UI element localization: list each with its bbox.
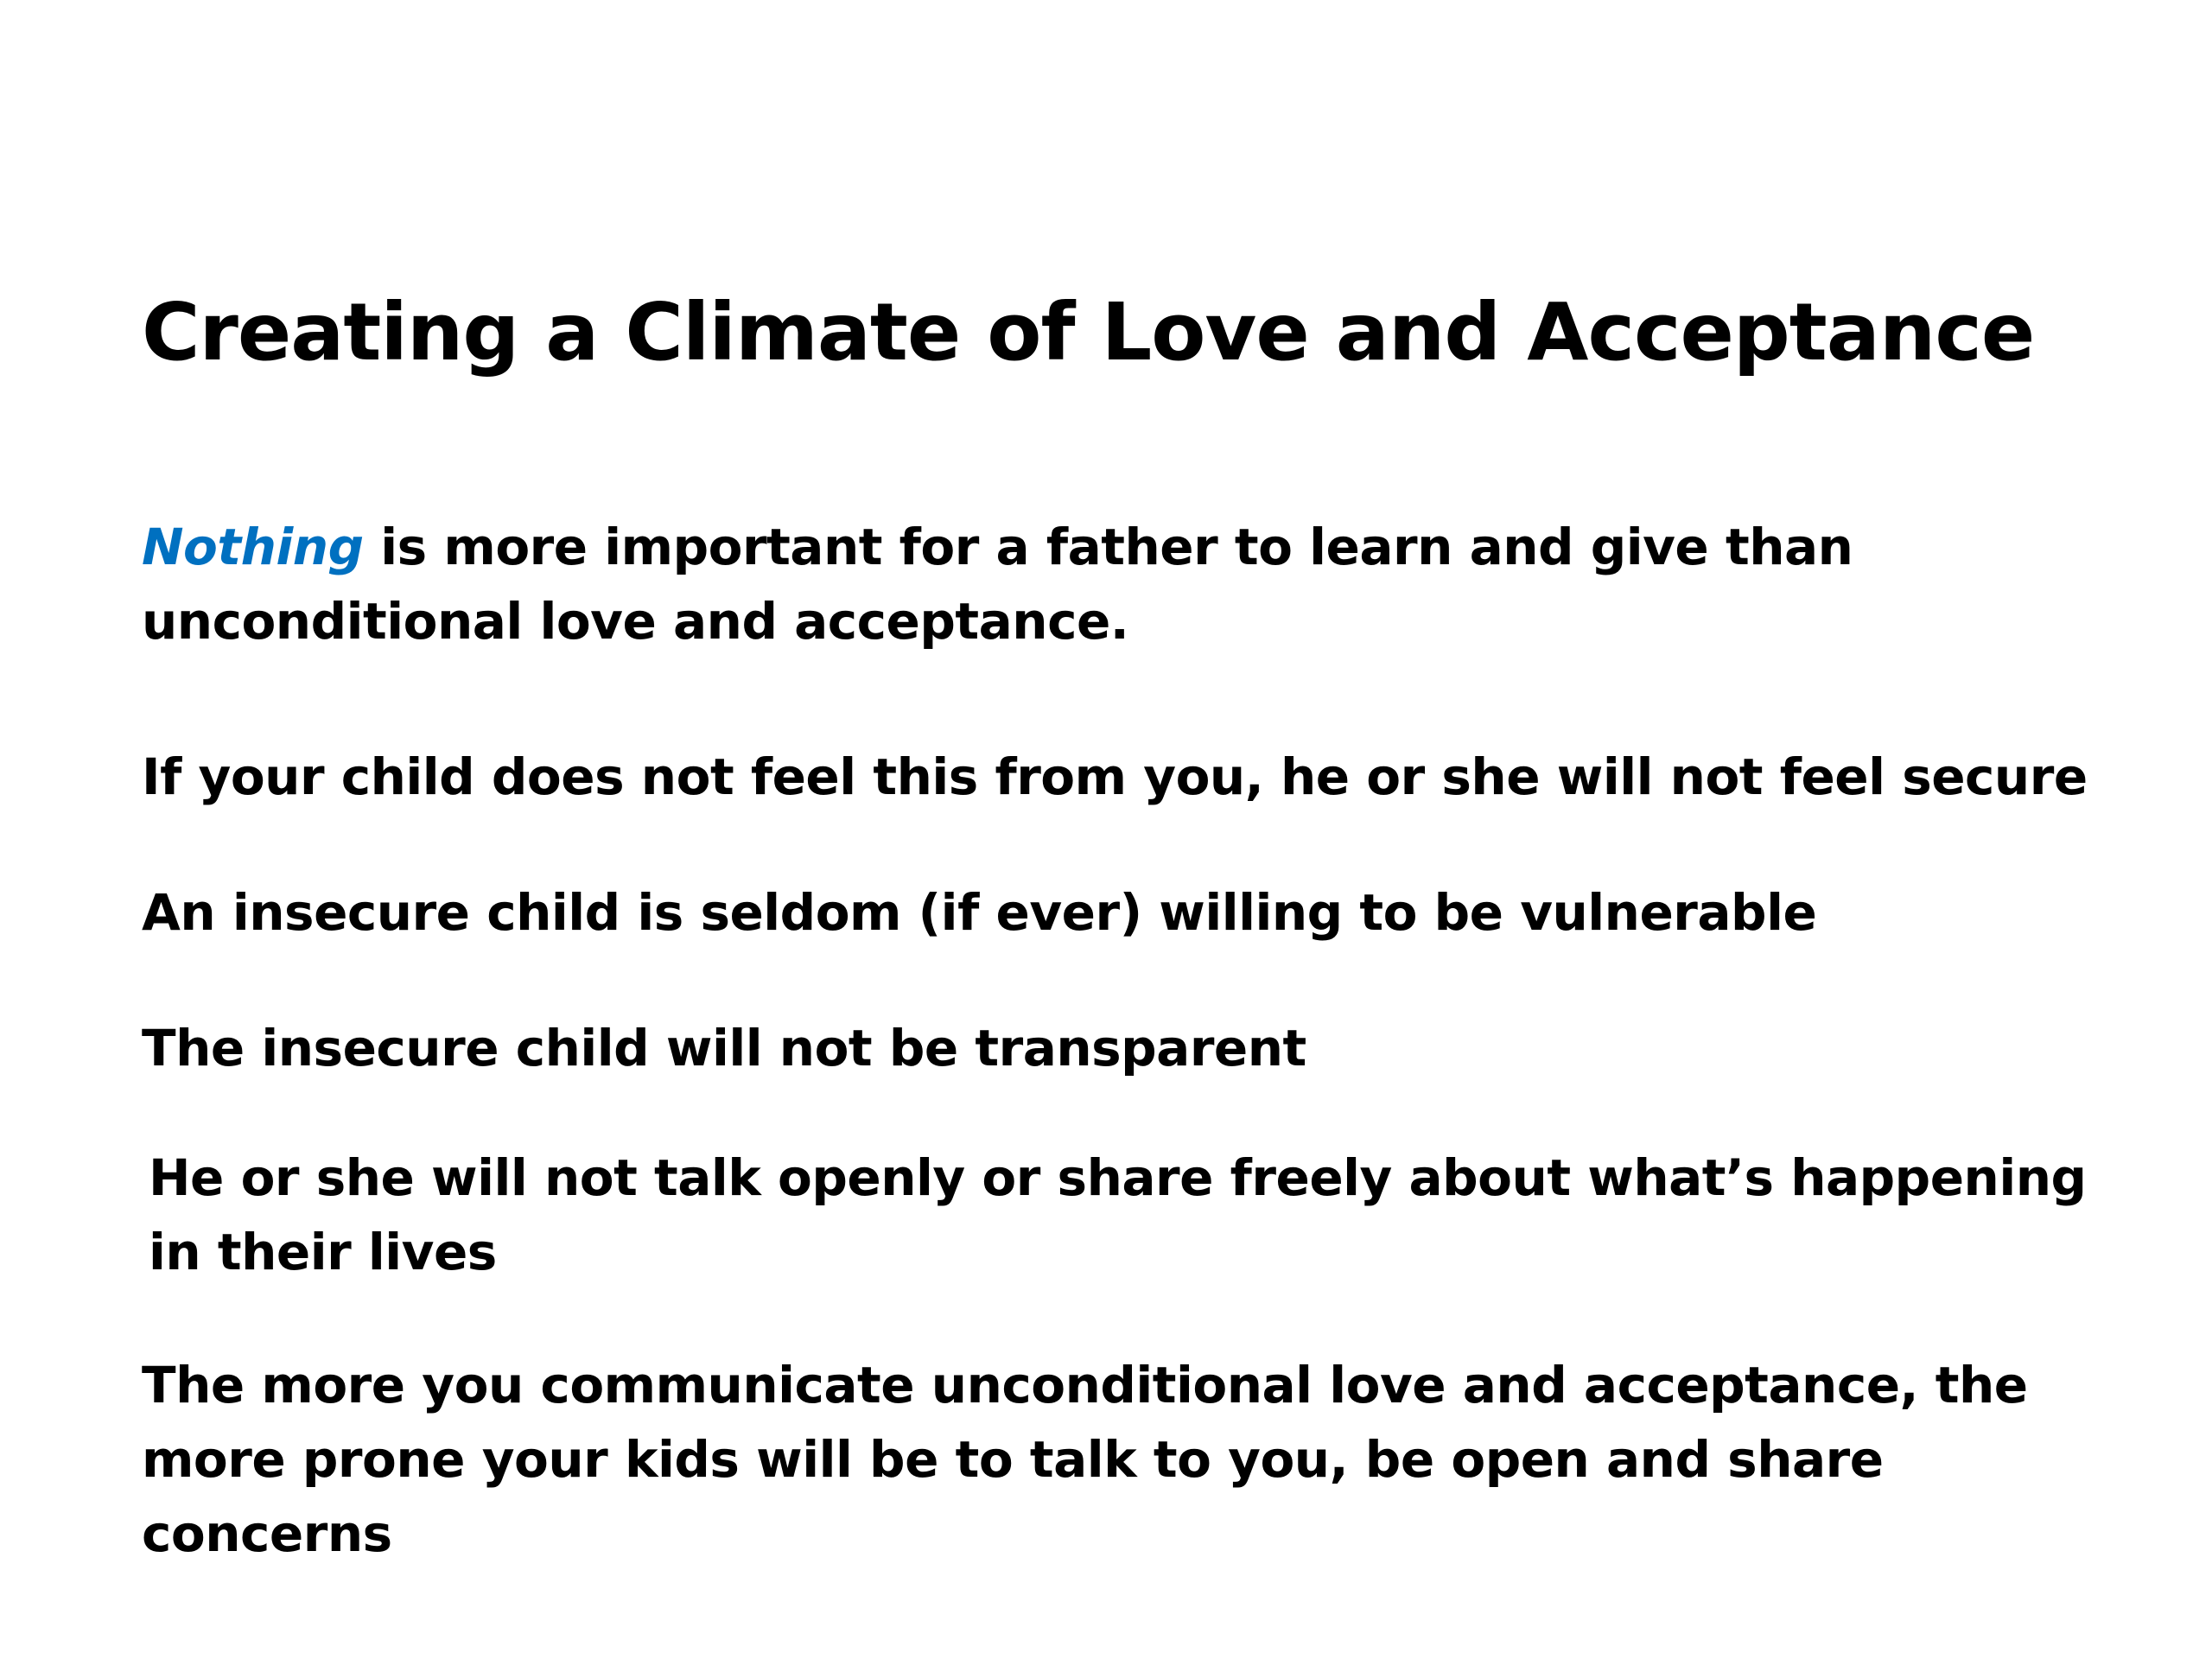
paragraph-child-secure: If your child does not feel this from you, he or she will not feel secure — [142, 747, 2088, 806]
paragraph-text: is more important for a father to learn and give than unconditional love and acceptance. — [142, 518, 1853, 651]
paragraph-communicate-love: The more you communicate unconditional love and acceptance, the more prone your kids will be to talk to you, be open and share concerns — [142, 1356, 2028, 1563]
slide-title: Creating a Climate of Love and Acceptance — [142, 286, 2035, 378]
emphasis-word: Nothing — [142, 518, 364, 576]
paragraph-not-transparent: The insecure child will not be transparent — [142, 1019, 1306, 1077]
paragraph-nothing-important — [142, 510, 2129, 658]
paragraph-talk-openly: He or she will not talk openly or share freely about what’s happening in their lives — [149, 1148, 2087, 1281]
paragraph-insecure-vulnerable: An insecure child is seldom (if ever) willing to be vulnerable — [142, 883, 1817, 942]
